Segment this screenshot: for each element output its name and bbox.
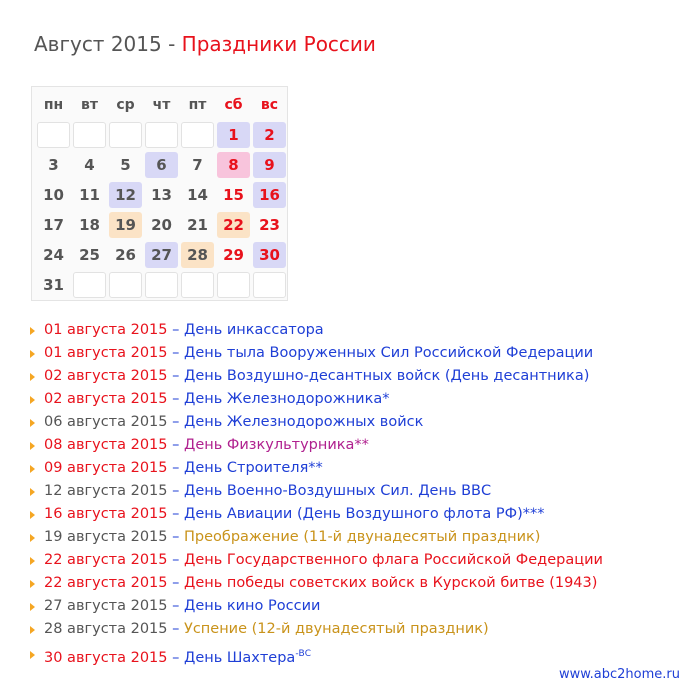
holiday-date: 27 августа 2015 — [44, 598, 168, 614]
calendar-day[interactable]: 22 — [217, 212, 250, 238]
calendar-day-empty — [73, 122, 106, 148]
separator: – — [172, 345, 180, 361]
holiday-name[interactable]: День кино России — [183, 598, 321, 614]
holiday-name[interactable]: День тыла Вооруженных Сил Российской Федерации — [183, 345, 594, 361]
calendar-day[interactable]: 28 — [181, 242, 214, 268]
title-heading: Праздники России — [181, 32, 376, 56]
separator: – — [172, 368, 180, 384]
calendar-day-empty — [37, 122, 70, 148]
calendar-day-empty — [109, 272, 142, 298]
list-item — [30, 481, 690, 504]
holiday-date: 08 августа 2015 — [44, 437, 168, 453]
holiday-name[interactable]: День Физкультурника** — [183, 437, 369, 453]
list-item — [30, 458, 690, 481]
calendar-day[interactable]: 16 — [253, 182, 286, 208]
calendar-day[interactable]: 15 — [223, 186, 244, 204]
title-month: Август — [34, 32, 105, 56]
weekday-header: сб — [224, 97, 243, 113]
bullet-arrow-icon — [30, 442, 35, 450]
holiday-name[interactable]: Преображение (11-й двунадесятый праздник) — [183, 529, 541, 545]
calendar-day[interactable]: 14 — [187, 186, 208, 204]
calendar-day[interactable]: 7 — [192, 156, 203, 174]
separator: – — [172, 460, 180, 476]
bullet-arrow-icon — [30, 350, 35, 358]
list-item — [30, 366, 690, 389]
calendar-day-empty — [217, 272, 250, 298]
calendar-day[interactable]: 18 — [79, 216, 100, 234]
holiday-date: 28 августа 2015 — [44, 621, 168, 637]
separator: – — [172, 621, 180, 637]
calendar-day-empty — [181, 122, 214, 148]
separator: – — [172, 529, 180, 545]
calendar-day[interactable]: 26 — [115, 246, 136, 264]
holiday-date: 22 августа 2015 — [44, 575, 168, 591]
calendar-day-empty — [145, 122, 178, 148]
separator: – — [172, 414, 180, 430]
calendar-day[interactable]: 24 — [43, 246, 64, 264]
bullet-arrow-icon — [30, 419, 35, 427]
holiday-date: 09 августа 2015 — [44, 460, 168, 476]
calendar-day[interactable]: 29 — [223, 246, 244, 264]
holiday-date: 02 августа 2015 — [44, 391, 168, 407]
calendar-day[interactable]: 5 — [120, 156, 131, 174]
separator: – — [172, 650, 180, 666]
holiday-name[interactable]: День инкассатора — [183, 322, 324, 338]
calendar-day[interactable]: 10 — [43, 186, 64, 204]
bullet-arrow-icon — [30, 534, 35, 542]
calendar-day[interactable]: 12 — [109, 182, 142, 208]
holiday-date: 02 августа 2015 — [44, 368, 168, 384]
holiday-superscript: -ВС — [295, 649, 312, 659]
bullet-arrow-icon — [30, 373, 35, 381]
list-item — [30, 619, 690, 642]
calendar-day[interactable]: 9 — [253, 152, 286, 178]
holiday-date: 12 августа 2015 — [44, 483, 168, 499]
holiday-name[interactable]: День Государственного флага Российской Федерации — [183, 552, 603, 568]
calendar-day[interactable]: 23 — [259, 216, 280, 234]
bullet-arrow-icon — [30, 580, 35, 588]
list-item — [30, 573, 690, 596]
list-item — [30, 320, 690, 343]
calendar-day[interactable]: 27 — [145, 242, 178, 268]
calendar — [31, 86, 288, 301]
calendar-day[interactable]: 30 — [253, 242, 286, 268]
holiday-name[interactable]: Успение (12-й двунадесятый праздник) — [183, 621, 489, 637]
separator: – — [172, 598, 180, 614]
list-item — [30, 435, 690, 458]
calendar-day[interactable]: 20 — [151, 216, 172, 234]
weekday-header: ср — [116, 97, 135, 113]
calendar-day[interactable]: 1 — [217, 122, 250, 148]
weekday-header: вс — [260, 97, 279, 113]
calendar-day[interactable]: 8 — [217, 152, 250, 178]
holiday-date: 16 августа 2015 — [44, 506, 168, 522]
page-title — [34, 30, 376, 58]
list-item — [30, 389, 690, 412]
separator: – — [172, 437, 180, 453]
holiday-name[interactable]: День Строителя** — [183, 460, 323, 476]
calendar-day[interactable]: 19 — [109, 212, 142, 238]
list-item — [30, 527, 690, 550]
separator: – — [172, 483, 180, 499]
holiday-list — [30, 320, 690, 667]
bullet-arrow-icon — [30, 626, 35, 634]
bullet-arrow-icon — [30, 603, 35, 611]
calendar-day[interactable]: 4 — [84, 156, 95, 174]
calendar-day[interactable]: 11 — [79, 186, 100, 204]
list-item — [30, 343, 690, 366]
holiday-name[interactable]: День Воздушно-десантных войск (День десантника) — [183, 368, 590, 384]
bullet-arrow-icon — [30, 651, 35, 659]
weekday-header: вт — [81, 97, 98, 113]
holiday-date: 01 августа 2015 — [44, 322, 168, 338]
holiday-date: 30 августа 2015 — [44, 650, 168, 666]
list-item — [30, 412, 690, 435]
separator: – — [172, 575, 180, 591]
holiday-date: 01 августа 2015 — [44, 345, 168, 361]
site-url[interactable]: www.abc2home.ru — [558, 667, 680, 682]
bullet-arrow-icon — [30, 511, 35, 519]
separator: – — [172, 322, 180, 338]
title-dash: - — [168, 32, 176, 56]
holiday-name[interactable]: День победы советских войск в Курской битве (1943) — [183, 575, 598, 591]
holiday-name[interactable]: День Железнодорожных войск — [183, 414, 424, 430]
separator: – — [172, 391, 180, 407]
list-item — [30, 504, 690, 527]
weekday-header: пт — [188, 97, 207, 113]
calendar-day-empty — [109, 122, 142, 148]
bullet-arrow-icon — [30, 396, 35, 404]
holiday-name[interactable] — [184, 650, 311, 666]
bullet-arrow-icon — [30, 557, 35, 565]
calendar-day-empty — [145, 272, 178, 298]
list-item — [30, 644, 690, 667]
holiday-name[interactable]: День Военно-Воздушных Сил. День ВВС — [183, 483, 492, 499]
calendar-day[interactable]: 25 — [79, 246, 100, 264]
calendar-day[interactable]: 6 — [145, 152, 178, 178]
calendar-day-empty — [73, 272, 106, 298]
calendar-day-empty — [181, 272, 214, 298]
holiday-name-text: День Шахтера — [183, 650, 296, 666]
holiday-name[interactable]: День Авиации (День Воздушного флота РФ)*** — [183, 506, 545, 522]
bullet-arrow-icon — [30, 488, 35, 496]
holiday-name[interactable]: День Железнодорожника* — [183, 391, 390, 407]
separator: – — [172, 506, 180, 522]
holiday-date: 22 августа 2015 — [44, 552, 168, 568]
calendar-day[interactable]: 17 — [43, 216, 64, 234]
calendar-day[interactable]: 3 — [48, 156, 59, 174]
title-year: 2015 — [110, 32, 162, 56]
calendar-day[interactable]: 13 — [151, 186, 172, 204]
holiday-date: 19 августа 2015 — [44, 529, 168, 545]
list-item — [30, 596, 690, 619]
bullet-arrow-icon — [30, 465, 35, 473]
separator: – — [172, 552, 180, 568]
holiday-date: 06 августа 2015 — [44, 414, 168, 430]
calendar-day-empty — [253, 272, 286, 298]
list-item — [30, 550, 690, 573]
weekday-header: чт — [152, 97, 171, 113]
calendar-day[interactable]: 31 — [43, 276, 64, 294]
bullet-arrow-icon — [30, 327, 35, 335]
weekday-header: пн — [43, 97, 64, 113]
calendar-day[interactable]: 21 — [187, 216, 208, 234]
calendar-day[interactable]: 2 — [253, 122, 286, 148]
